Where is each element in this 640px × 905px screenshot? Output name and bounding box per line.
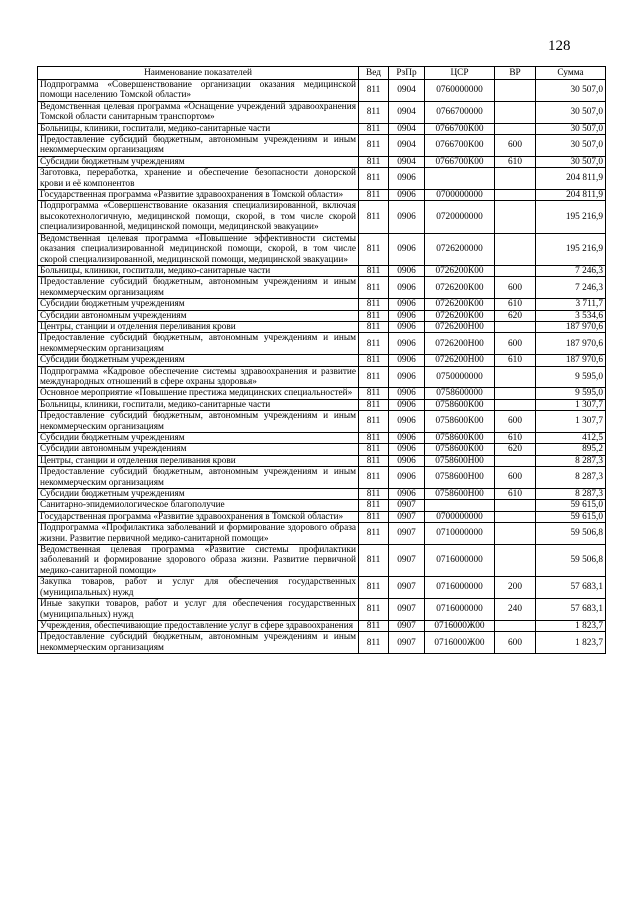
cell-sum: 187 970,6 bbox=[536, 355, 606, 366]
cell-vr: 620 bbox=[495, 310, 536, 321]
cell-vr: 240 bbox=[495, 599, 536, 621]
cell-name: Предоставление субсидий бюджетным, автономным учреждениям и иным некоммерческим организациям bbox=[38, 632, 359, 654]
cell-rzpr: 0906 bbox=[389, 433, 425, 444]
cell-name: Субсидии бюджетным учреждениям bbox=[38, 355, 359, 366]
cell-vr: 610 bbox=[495, 489, 536, 500]
cell-csr: 0726200000 bbox=[425, 233, 495, 265]
cell-name: Предоставление субсидий бюджетным, автономным учреждениям и иным некоммерческим организациям bbox=[38, 135, 359, 157]
cell-sum: 9 595,0 bbox=[536, 388, 606, 399]
cell-ved: 811 bbox=[359, 101, 389, 123]
table-row bbox=[38, 135, 606, 157]
cell-sum: 7 246,3 bbox=[536, 265, 606, 276]
cell-name: Подпрограмма «Профилактика заболеваний и формирование здорового образа жизни. Развитие первичной медико-санитарной помощи» bbox=[38, 523, 359, 545]
cell-name: Подпрограмма «Кадровое обеспечение системы здравоохранения и развитие международных отношений в сфере охраны здоровья» bbox=[38, 366, 359, 388]
cell-name: Предоставление субсидий бюджетным, автономным учреждениям и иным некоммерческим организациям bbox=[38, 277, 359, 299]
cell-ved: 811 bbox=[359, 511, 389, 522]
cell-vr bbox=[495, 523, 536, 545]
cell-csr: 0716000Ж00 bbox=[425, 632, 495, 654]
table-row bbox=[38, 500, 606, 511]
cell-sum: 59 615,0 bbox=[536, 511, 606, 522]
cell-csr: 0700000000 bbox=[425, 190, 495, 201]
table-row bbox=[38, 201, 606, 233]
cell-vr: 610 bbox=[495, 156, 536, 167]
cell-ved: 811 bbox=[359, 399, 389, 410]
cell-name: Центры, станции и отделения переливания крови bbox=[38, 455, 359, 466]
table-row bbox=[38, 277, 606, 299]
cell-csr: 0758600К00 bbox=[425, 444, 495, 455]
table-row bbox=[38, 321, 606, 332]
cell-csr: 0758600К00 bbox=[425, 411, 495, 433]
cell-rzpr: 0906 bbox=[389, 168, 425, 190]
cell-sum: 30 507,0 bbox=[536, 80, 606, 102]
cell-rzpr: 0907 bbox=[389, 632, 425, 654]
cell-vr bbox=[495, 399, 536, 410]
cell-name: Иные закупки товаров, работ и услуг для обеспечения государственных (муниципальных) нужд bbox=[38, 599, 359, 621]
table-row bbox=[38, 233, 606, 265]
table-row bbox=[38, 299, 606, 310]
cell-name: Субсидии бюджетным учреждениям bbox=[38, 433, 359, 444]
cell-sum: 412,5 bbox=[536, 433, 606, 444]
cell-rzpr: 0906 bbox=[389, 455, 425, 466]
cell-name: Больницы, клиники, госпитали, медико-санитарные части bbox=[38, 399, 359, 410]
cell-name: Подпрограмма «Совершенствование организации оказания медицинской помощи населению Томской области» bbox=[38, 80, 359, 102]
cell-vr bbox=[495, 500, 536, 511]
cell-vr bbox=[495, 545, 536, 577]
cell-csr: 0766700000 bbox=[425, 101, 495, 123]
cell-vr: 600 bbox=[495, 135, 536, 157]
cell-sum: 7 246,3 bbox=[536, 277, 606, 299]
column-header-vr: ВР bbox=[495, 67, 536, 80]
cell-rzpr: 0907 bbox=[389, 523, 425, 545]
table-row bbox=[38, 333, 606, 355]
cell-ved: 811 bbox=[359, 135, 389, 157]
cell-ved: 811 bbox=[359, 123, 389, 134]
cell-vr: 600 bbox=[495, 632, 536, 654]
table-row bbox=[38, 190, 606, 201]
cell-vr: 600 bbox=[495, 333, 536, 355]
table-row bbox=[38, 467, 606, 489]
cell-rzpr: 0906 bbox=[389, 411, 425, 433]
cell-csr: 0758600К00 bbox=[425, 399, 495, 410]
table-body bbox=[38, 80, 606, 654]
cell-ved: 811 bbox=[359, 433, 389, 444]
cell-csr: 0726200Н00 bbox=[425, 333, 495, 355]
table-row bbox=[38, 366, 606, 388]
cell-sum: 8 287,3 bbox=[536, 455, 606, 466]
column-header-rzpr: РзПр bbox=[389, 67, 425, 80]
cell-csr: 0716000000 bbox=[425, 545, 495, 577]
cell-csr bbox=[425, 168, 495, 190]
cell-sum: 3 711,7 bbox=[536, 299, 606, 310]
cell-csr: 0758600К00 bbox=[425, 433, 495, 444]
table-row bbox=[38, 355, 606, 366]
cell-ved: 811 bbox=[359, 455, 389, 466]
cell-sum: 30 507,0 bbox=[536, 156, 606, 167]
cell-name: Государственная программа «Развитие здравоохранения в Томской области» bbox=[38, 511, 359, 522]
cell-csr: 0766700К00 bbox=[425, 123, 495, 134]
cell-csr: 0716000Ж00 bbox=[425, 620, 495, 631]
table-row bbox=[38, 444, 606, 455]
cell-ved: 811 bbox=[359, 321, 389, 332]
cell-vr bbox=[495, 190, 536, 201]
table-row bbox=[38, 123, 606, 134]
cell-ved: 811 bbox=[359, 411, 389, 433]
cell-csr: 0720000000 bbox=[425, 201, 495, 233]
cell-name: Ведомственная целевая программа «Повышение эффективности системы оказания специализированной медицинской помощи, скорой, в том числе скорой специализированной, медицинской помощи, медицинской эвакуации» bbox=[38, 233, 359, 265]
cell-vr bbox=[495, 168, 536, 190]
table-row bbox=[38, 156, 606, 167]
cell-name: Субсидии бюджетным учреждениям bbox=[38, 156, 359, 167]
cell-csr: 0758600Н00 bbox=[425, 467, 495, 489]
table-header-row bbox=[38, 67, 606, 80]
cell-csr: 0726200Н00 bbox=[425, 321, 495, 332]
cell-vr bbox=[495, 388, 536, 399]
cell-ved: 811 bbox=[359, 355, 389, 366]
cell-rzpr: 0906 bbox=[389, 277, 425, 299]
cell-rzpr: 0906 bbox=[389, 310, 425, 321]
cell-rzpr: 0907 bbox=[389, 620, 425, 631]
cell-vr: 600 bbox=[495, 277, 536, 299]
cell-rzpr: 0907 bbox=[389, 545, 425, 577]
cell-rzpr: 0907 bbox=[389, 577, 425, 599]
cell-vr bbox=[495, 511, 536, 522]
cell-vr bbox=[495, 620, 536, 631]
cell-name: Основное мероприятие «Повышение престижа медицинских специальностей» bbox=[38, 388, 359, 399]
cell-name: Субсидии автономным учреждениям bbox=[38, 444, 359, 455]
cell-rzpr: 0906 bbox=[389, 355, 425, 366]
cell-csr: 0758600000 bbox=[425, 388, 495, 399]
page-number: 128 bbox=[548, 38, 571, 54]
cell-sum: 895,2 bbox=[536, 444, 606, 455]
cell-csr: 0716000000 bbox=[425, 577, 495, 599]
cell-csr: 0726200К00 bbox=[425, 265, 495, 276]
cell-sum: 57 683,1 bbox=[536, 577, 606, 599]
cell-vr bbox=[495, 101, 536, 123]
cell-rzpr: 0906 bbox=[389, 321, 425, 332]
cell-sum: 195 216,9 bbox=[536, 233, 606, 265]
cell-name: Ведомственная целевая программа «Развитие системы профилактики заболеваний и формирование здорового образа жизни. Развитие первичной медико-санитарной помощи» bbox=[38, 545, 359, 577]
cell-sum: 187 970,6 bbox=[536, 321, 606, 332]
cell-rzpr: 0906 bbox=[389, 388, 425, 399]
cell-name: Ведомственная целевая программа «Оснащение учреждений здравоохранения Томской области санитарным транспортом» bbox=[38, 101, 359, 123]
cell-ved: 811 bbox=[359, 265, 389, 276]
table-row bbox=[38, 168, 606, 190]
cell-vr bbox=[495, 123, 536, 134]
budget-table bbox=[37, 66, 606, 654]
cell-csr: 0726200К00 bbox=[425, 299, 495, 310]
cell-vr: 200 bbox=[495, 577, 536, 599]
cell-ved: 811 bbox=[359, 168, 389, 190]
cell-name: Предоставление субсидий бюджетным, автономным учреждениям и иным некоммерческим организациям bbox=[38, 467, 359, 489]
cell-sum: 3 534,6 bbox=[536, 310, 606, 321]
cell-rzpr: 0904 bbox=[389, 156, 425, 167]
cell-rzpr: 0906 bbox=[389, 299, 425, 310]
cell-vr bbox=[495, 455, 536, 466]
cell-ved: 811 bbox=[359, 467, 389, 489]
table-row bbox=[38, 523, 606, 545]
cell-name: Предоставление субсидий бюджетным, автономным учреждениям и иным некоммерческим организациям bbox=[38, 333, 359, 355]
cell-ved: 811 bbox=[359, 156, 389, 167]
cell-sum: 30 507,0 bbox=[536, 135, 606, 157]
cell-csr bbox=[425, 500, 495, 511]
cell-name: Закупка товаров, работ и услуг для обеспечения государственных (муниципальных) нужд bbox=[38, 577, 359, 599]
cell-name: Больницы, клиники, госпитали, медико-санитарные части bbox=[38, 123, 359, 134]
table-row bbox=[38, 80, 606, 102]
cell-name: Предоставление субсидий бюджетным, автономным учреждениям и иным некоммерческим организациям bbox=[38, 411, 359, 433]
cell-ved: 811 bbox=[359, 388, 389, 399]
cell-sum: 8 287,3 bbox=[536, 467, 606, 489]
column-header-name: Наименование показателей bbox=[38, 67, 359, 80]
cell-ved: 811 bbox=[359, 80, 389, 102]
cell-rzpr: 0904 bbox=[389, 101, 425, 123]
cell-csr: 0726200К00 bbox=[425, 310, 495, 321]
cell-vr: 620 bbox=[495, 444, 536, 455]
cell-sum: 59 506,8 bbox=[536, 545, 606, 577]
cell-rzpr: 0904 bbox=[389, 123, 425, 134]
cell-ved: 811 bbox=[359, 190, 389, 201]
cell-rzpr: 0906 bbox=[389, 190, 425, 201]
cell-name: Центры, станции и отделения переливания крови bbox=[38, 321, 359, 332]
cell-vr bbox=[495, 321, 536, 332]
cell-csr: 0716000000 bbox=[425, 599, 495, 621]
cell-rzpr: 0904 bbox=[389, 135, 425, 157]
cell-ved: 811 bbox=[359, 489, 389, 500]
cell-rzpr: 0906 bbox=[389, 366, 425, 388]
cell-name: Субсидии бюджетным учреждениям bbox=[38, 299, 359, 310]
cell-csr: 0726200К00 bbox=[425, 277, 495, 299]
table-row bbox=[38, 388, 606, 399]
cell-name: Учреждения, обеспечивающие предоставление услуг в сфере здравоохранения bbox=[38, 620, 359, 631]
cell-sum: 195 216,9 bbox=[536, 201, 606, 233]
cell-name: Субсидии автономным учреждениям bbox=[38, 310, 359, 321]
cell-sum: 8 287,3 bbox=[536, 489, 606, 500]
cell-sum: 187 970,6 bbox=[536, 333, 606, 355]
cell-name: Больницы, клиники, госпитали, медико-санитарные части bbox=[38, 265, 359, 276]
cell-ved: 811 bbox=[359, 523, 389, 545]
table-row bbox=[38, 620, 606, 631]
cell-ved: 811 bbox=[359, 299, 389, 310]
cell-ved: 811 bbox=[359, 277, 389, 299]
table-row bbox=[38, 433, 606, 444]
cell-csr: 0710000000 bbox=[425, 523, 495, 545]
table-row bbox=[38, 599, 606, 621]
cell-vr: 610 bbox=[495, 299, 536, 310]
table-row bbox=[38, 489, 606, 500]
cell-ved: 811 bbox=[359, 545, 389, 577]
cell-sum: 1 307,7 bbox=[536, 411, 606, 433]
cell-ved: 811 bbox=[359, 233, 389, 265]
column-header-csr: ЦСР bbox=[425, 67, 495, 80]
cell-vr bbox=[495, 201, 536, 233]
cell-vr: 600 bbox=[495, 467, 536, 489]
cell-csr: 0758600Н00 bbox=[425, 455, 495, 466]
cell-rzpr: 0906 bbox=[389, 265, 425, 276]
cell-rzpr: 0906 bbox=[389, 489, 425, 500]
table-row bbox=[38, 411, 606, 433]
cell-sum: 30 507,0 bbox=[536, 101, 606, 123]
cell-ved: 811 bbox=[359, 444, 389, 455]
cell-sum: 57 683,1 bbox=[536, 599, 606, 621]
cell-name: Субсидии бюджетным учреждениям bbox=[38, 489, 359, 500]
cell-sum: 30 507,0 bbox=[536, 123, 606, 134]
cell-sum: 1 823,7 bbox=[536, 620, 606, 631]
cell-sum: 9 595,0 bbox=[536, 366, 606, 388]
table-row bbox=[38, 265, 606, 276]
cell-ved: 811 bbox=[359, 620, 389, 631]
cell-csr: 0700000000 bbox=[425, 511, 495, 522]
cell-sum: 59 615,0 bbox=[536, 500, 606, 511]
cell-csr: 0726200Н00 bbox=[425, 355, 495, 366]
cell-ved: 811 bbox=[359, 333, 389, 355]
table-row bbox=[38, 545, 606, 577]
cell-vr: 610 bbox=[495, 355, 536, 366]
cell-vr: 610 bbox=[495, 433, 536, 444]
cell-rzpr: 0906 bbox=[389, 467, 425, 489]
cell-sum: 1 823,7 bbox=[536, 632, 606, 654]
cell-sum: 1 307,7 bbox=[536, 399, 606, 410]
cell-name: Заготовка, переработка, хранение и обеспечение безопасности донорской крови и её компонентов bbox=[38, 168, 359, 190]
table-row bbox=[38, 577, 606, 599]
column-header-sum: Сумма bbox=[536, 67, 606, 80]
cell-vr: 600 bbox=[495, 411, 536, 433]
cell-rzpr: 0906 bbox=[389, 201, 425, 233]
cell-rzpr: 0907 bbox=[389, 500, 425, 511]
cell-sum: 204 811,9 bbox=[536, 190, 606, 201]
cell-rzpr: 0907 bbox=[389, 599, 425, 621]
cell-name: Подпрограмма «Совершенствование оказания специализированной, включая высокотехнологичную, медицинской помощи, скорой, в том числе скорой специализированной, медицинской помощи, медицинской эвакуации» bbox=[38, 201, 359, 233]
cell-csr: 0766700К00 bbox=[425, 135, 495, 157]
cell-ved: 811 bbox=[359, 366, 389, 388]
cell-name: Санитарно-эпидемиологическое благополучие bbox=[38, 500, 359, 511]
table-row bbox=[38, 310, 606, 321]
cell-ved: 811 bbox=[359, 599, 389, 621]
cell-ved: 811 bbox=[359, 310, 389, 321]
cell-vr bbox=[495, 265, 536, 276]
cell-sum: 59 506,8 bbox=[536, 523, 606, 545]
cell-rzpr: 0906 bbox=[389, 333, 425, 355]
table-row bbox=[38, 399, 606, 410]
table-row bbox=[38, 511, 606, 522]
cell-csr: 0750000000 bbox=[425, 366, 495, 388]
cell-name: Государственная программа «Развитие здравоохранения в Томской области» bbox=[38, 190, 359, 201]
cell-csr: 0766700К00 bbox=[425, 156, 495, 167]
cell-rzpr: 0904 bbox=[389, 80, 425, 102]
table-row bbox=[38, 455, 606, 466]
cell-rzpr: 0906 bbox=[389, 399, 425, 410]
cell-rzpr: 0906 bbox=[389, 233, 425, 265]
cell-ved: 811 bbox=[359, 632, 389, 654]
cell-rzpr: 0907 bbox=[389, 511, 425, 522]
table-row bbox=[38, 101, 606, 123]
table-row bbox=[38, 632, 606, 654]
cell-ved: 811 bbox=[359, 500, 389, 511]
cell-ved: 811 bbox=[359, 577, 389, 599]
cell-rzpr: 0906 bbox=[389, 444, 425, 455]
cell-csr: 0758600Н00 bbox=[425, 489, 495, 500]
cell-ved: 811 bbox=[359, 201, 389, 233]
cell-vr bbox=[495, 80, 536, 102]
cell-sum: 204 811,9 bbox=[536, 168, 606, 190]
column-header-ved: Вед bbox=[359, 67, 389, 80]
cell-vr bbox=[495, 233, 536, 265]
cell-vr bbox=[495, 366, 536, 388]
cell-csr: 0760000000 bbox=[425, 80, 495, 102]
